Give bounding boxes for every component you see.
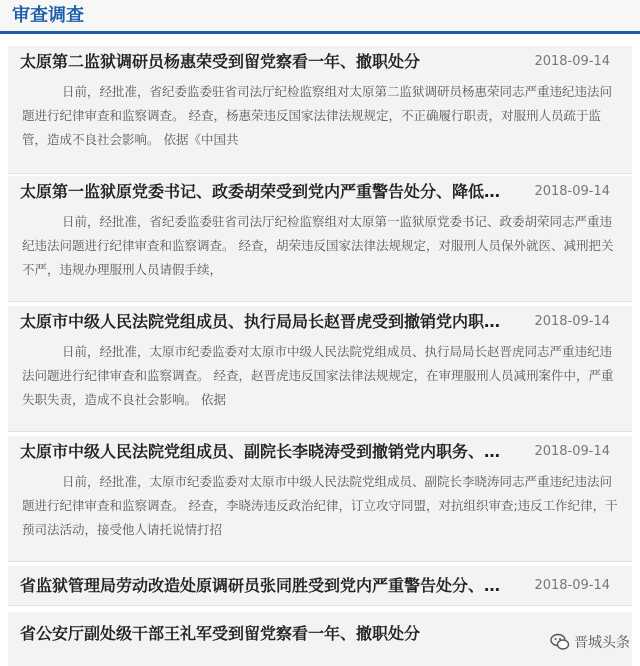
list-item[interactable]: [8, 46, 632, 174]
article-title[interactable]: 省监狱管理局劳动改造处原调研员张同胜受到党内严重警告处分、…: [20, 576, 501, 595]
article-title[interactable]: 太原市中级人民法院党组成员、副院长李晓涛受到撤销党内职务、…: [20, 442, 501, 461]
article-summary: 日前，经批准，太原市纪委监委对太原市中级人民法院党组成员、副院长李晓涛同志严重违纪违法问题进行纪律审查和监察调查。 经查，李晓涛违反政治纪律，订立攻守同盟，对抗组织审查;违反工作纪律，干预司法活动，接受他人请托说情打招: [22, 474, 618, 537]
list-item[interactable]: [8, 436, 632, 562]
article-date: 2018-09-14: [534, 184, 610, 199]
watermark: [550, 632, 630, 652]
article-summary: 日前，经批准，省纪委监委驻省司法厅纪检监察组对太原第一监狱原党委书记、政委胡荣同志严重违纪违法问题进行纪律审查和监察调查。 经查，胡荣违反国家法律法规规定，对服刑人员保外就医、减刑把关不严，违规办理服刑人员请假手续，: [22, 214, 614, 277]
article-title[interactable]: 太原第二监狱调研员杨惠荣受到留党察看一年、撤职处分: [20, 52, 421, 71]
article-date: 2018-09-14: [534, 314, 610, 329]
list-item[interactable]: [8, 306, 632, 432]
article-title[interactable]: 太原市中级人民法院党组成员、执行局局长赵晋虎受到撤销党内职…: [20, 312, 501, 331]
section-header: [0, 0, 640, 34]
watermark-text: 晋城头条: [574, 635, 630, 651]
article-summary: 日前，经批准，太原市纪委监委对太原市中级人民法院党组成员、执行局局长赵晋虎同志严重违纪违法问题进行纪律审查和监察调查。 经查，赵晋虎违反国家法律法规规定，在审理服刑人员减刑案件中，严重失职失责，造成不良社会影响。 依据: [22, 344, 614, 407]
list-item[interactable]: [8, 612, 632, 666]
article-title[interactable]: 太原第一监狱原党委书记、政委胡荣受到党内严重警告处分、降低…: [20, 182, 501, 201]
article-date: 2018-09-14: [534, 578, 610, 593]
article-date: 2018-09-14: [534, 444, 610, 459]
list-item[interactable]: [8, 176, 632, 302]
article-summary: 日前，经批准，省纪委监委驻省司法厅纪检监察组对太原第二监狱调研员杨惠荣同志严重违纪违法问题进行纪律审查和监察调查。 经查，杨惠荣违反国家法律法规规定，不正确履行职责，对服刑人员疏于监管，造成不良社会影响。 依据《中国共: [22, 84, 613, 147]
section-title: 审查调查: [12, 5, 84, 26]
wechat-icon: [550, 632, 570, 652]
list-item[interactable]: [8, 566, 632, 606]
article-title[interactable]: 省公安厅副处级干部王礼军受到留党察看一年、撤职处分: [20, 624, 421, 643]
article-date: 2018-09-14: [534, 54, 610, 69]
